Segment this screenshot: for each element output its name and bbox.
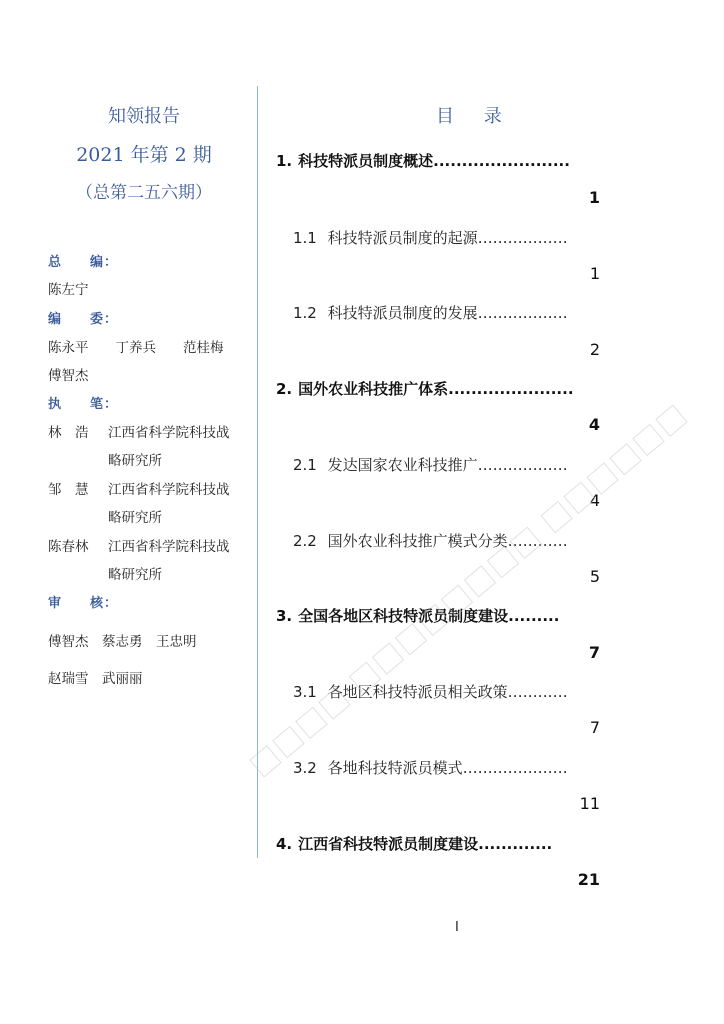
toc-leader-dots: ...................... bbox=[448, 380, 574, 398]
toc-entry-number: 4. bbox=[276, 835, 293, 853]
toc-entry-number: 2.1 bbox=[293, 456, 317, 474]
toc-page-number: 7 bbox=[588, 643, 600, 662]
author-name: 林 浩 bbox=[48, 425, 89, 441]
toc-entry-4[interactable] bbox=[276, 833, 600, 854]
editorial-board-line-1: 陈永平 丁养兵 范桂梅 bbox=[48, 340, 224, 356]
author-name: 邹 慧 bbox=[48, 482, 89, 498]
toc-entry-number: 3.1 bbox=[293, 683, 317, 701]
author-org: 江西省科学院科技战 bbox=[108, 539, 230, 555]
toc-page-number: 5 bbox=[589, 567, 600, 586]
toc-entry-text: 科技特派员制度的发展 bbox=[327, 304, 478, 322]
toc-entry-number: 3. bbox=[276, 607, 293, 625]
toc-entry-1[interactable] bbox=[276, 150, 600, 171]
editorial-board-line-2: 傅智杰 bbox=[48, 368, 89, 384]
page-footer-number: I bbox=[455, 920, 459, 935]
column-divider bbox=[257, 86, 258, 858]
toc-entry-text: 科技特派员制度概述 bbox=[298, 152, 434, 170]
toc-entry-3-1[interactable] bbox=[293, 681, 600, 702]
toc-entry-text: 国外农业科技推广模式分类 bbox=[327, 532, 508, 550]
author-org-cont: 略研究所 bbox=[108, 510, 162, 526]
reviewers-line-1: 傅智杰 蔡志勇 王忠明 bbox=[48, 634, 197, 650]
toc-page-number: 4 bbox=[588, 415, 600, 434]
toc-entry-number: 2.2 bbox=[293, 532, 317, 550]
toc-entry-number: 2. bbox=[276, 380, 293, 398]
toc-leader-dots: ……………… bbox=[477, 304, 568, 322]
chief-editor-label: 总 编： bbox=[48, 255, 119, 270]
toc-page-number: 1 bbox=[588, 188, 600, 207]
toc-leader-dots: ............. bbox=[478, 835, 553, 853]
toc-entry-2-2[interactable] bbox=[293, 530, 600, 551]
toc-entry-1-1[interactable] bbox=[293, 227, 600, 248]
chief-editor-name: 陈左宁 bbox=[48, 282, 89, 298]
toc-entry-2-1[interactable] bbox=[293, 454, 600, 475]
toc-entry-number: 1.2 bbox=[293, 304, 317, 322]
toc-entry-text: 科技特派员制度的起源 bbox=[327, 229, 478, 247]
author-org: 江西省科学院科技战 bbox=[108, 425, 230, 441]
authors-label: 执 笔： bbox=[48, 397, 119, 412]
toc-page-number: 7 bbox=[589, 718, 600, 737]
toc-entry-text: 各地科技特派员模式 bbox=[327, 759, 463, 777]
total-issue-number: （总第二五六期） bbox=[76, 183, 212, 203]
toc-entry-1-2[interactable] bbox=[293, 302, 600, 323]
reviewers-label: 审 核： bbox=[48, 596, 119, 611]
toc-page-number: 21 bbox=[577, 870, 600, 889]
toc-entry-text: 全国各地区科技特派员制度建设 bbox=[298, 607, 509, 625]
toc-leader-dots: ........................ bbox=[433, 152, 570, 170]
toc-leader-dots: ………… bbox=[507, 532, 568, 550]
toc-entry-number: 1. bbox=[276, 152, 293, 170]
toc-page-number: 11 bbox=[579, 794, 600, 813]
toc-leader-dots: ……………… bbox=[477, 229, 568, 247]
author-name: 陈春林 bbox=[48, 539, 89, 555]
author-org-cont: 略研究所 bbox=[108, 567, 162, 583]
toc-title: 目 录 bbox=[436, 106, 514, 127]
toc-entry-text: 国外农业科技推广体系 bbox=[298, 380, 449, 398]
report-series-title: 知领报告 bbox=[108, 106, 180, 127]
toc-entry-text: 发达国家农业科技推广 bbox=[327, 456, 478, 474]
toc-page-number: 2 bbox=[589, 340, 600, 359]
toc-entry-3-2[interactable] bbox=[293, 757, 600, 778]
toc-leader-dots: ……………… bbox=[477, 456, 568, 474]
toc-entry-3[interactable] bbox=[276, 605, 600, 626]
toc-entry-number: 3.2 bbox=[293, 759, 317, 777]
author-org-cont: 略研究所 bbox=[108, 453, 162, 469]
toc-leader-dots: ………………… bbox=[462, 759, 568, 777]
toc-page-number: 4 bbox=[589, 491, 600, 510]
toc-entry-text: 各地区科技特派员相关政策 bbox=[327, 683, 508, 701]
editorial-board-label: 编 委： bbox=[48, 312, 119, 327]
toc-page-number: 1 bbox=[589, 264, 600, 283]
toc-entry-number: 1.1 bbox=[293, 229, 317, 247]
toc-entry-text: 江西省科技特派员制度建设 bbox=[298, 835, 479, 853]
author-org: 江西省科学院科技战 bbox=[108, 482, 230, 498]
issue-number: 2021 年第 2 期 bbox=[76, 144, 212, 166]
toc-entry-2[interactable] bbox=[276, 378, 600, 399]
toc-leader-dots: ………… bbox=[507, 683, 568, 701]
toc-leader-dots: ......... bbox=[508, 607, 560, 625]
reviewers-line-2: 赵瑞雪 武丽丽 bbox=[48, 671, 143, 687]
